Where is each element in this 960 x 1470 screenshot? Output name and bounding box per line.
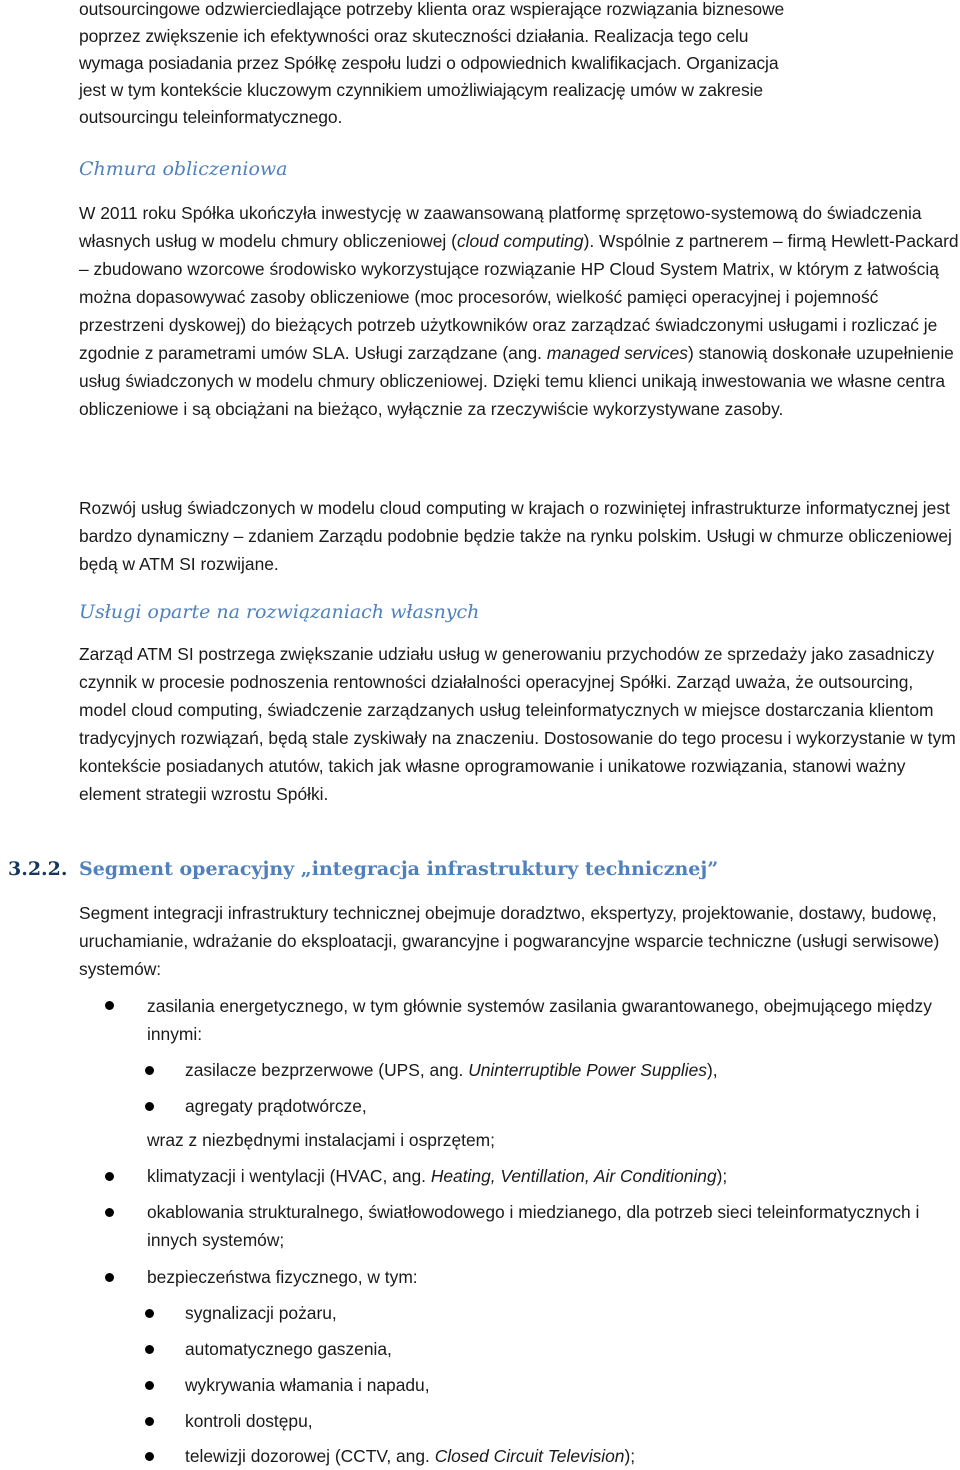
bullet-icon xyxy=(105,1273,114,1282)
list-item-hvac: klimatyzacji i wentylacji (HVAC, ang. Heating, Ventillation, Air Conditioning); xyxy=(147,1166,728,1186)
bullet-icon xyxy=(105,1208,114,1217)
bullet-icon xyxy=(145,1417,154,1426)
list-item-extinguishing: automatycznego gaszenia, xyxy=(185,1339,392,1359)
bullet-icon xyxy=(145,1452,154,1461)
intro-line: poprzez zwiększenie ich efektywności oraz skuteczności działania. Realizacja tego celu xyxy=(79,26,749,46)
bullet-icon xyxy=(145,1381,154,1390)
cloud-paragraph-1: W 2011 roku Spółka ukończyła inwestycję w zaawansowaną platformę sprzętowo-systemową do świadczenia własnych usług w modelu chmury obliczeniowej (cloud computing). Wspólnie z partnerem – firmą Hewlett-Packard – zbudowano wzorcowe środowisko wykorzystujące rozwiązanie HP Cloud System Matrix, w którym z łatwością można dopasowywać zasoby obliczeniowe (moc procesorów, wielkość pamięci operacyjnej i pojemność przestrzeni dyskowej) do bieżących potrzeb użytkowników oraz zarządzać świadczonymi usługami i rozliczać je zgodnie z parametrami umów SLA. Usługi zarządzane (ang. managed services) stanowią doskonałe uzupełnienie usług świadczonych w modelu chmury obliczeniowej. Dzięki temu klienci unikają inwestowania we własne centra obliczeniowe i są obciążani na bieżąco, wyłącznie za rzeczywiście wykorzystywane zasoby. xyxy=(79,203,959,419)
heading-cloud: Chmura obliczeniowa xyxy=(79,158,288,180)
bullet-icon xyxy=(105,1172,114,1181)
list-item-power-continuation: wraz z niezbędnymi instalacjami i osprzętem; xyxy=(147,1130,495,1150)
segment-heading xyxy=(8,858,718,880)
bullet-icon xyxy=(105,1001,114,1010)
list-item-power: zasilania energetycznego, w tym głównie systemów zasilania gwarantowanego, obejmującego między innymi: xyxy=(147,996,932,1044)
heading-own-solutions: Usługi oparte na rozwiązaniach własnych xyxy=(79,601,480,623)
list-item-cabling: okablowania strukturalnego, światłowodowego i miedzianego, dla potrzeb sieci teleinformatycznych i innych systemów; xyxy=(147,1202,920,1250)
list-item-access-control: kontroli dostępu, xyxy=(185,1411,313,1431)
list-item-ups: zasilacze bezprzerwowe (UPS, ang. Uninterruptible Power Supplies), xyxy=(185,1060,718,1080)
cloud-paragraph-2: Rozwój usług świadczonych w modelu cloud computing w krajach o rozwiniętej infrastrukturze informatycznej jest bardzo dynamiczny – zdaniem Zarządu podobnie będzie także na rynku polskim. Usługi w chmurze obliczeniowej będą w ATM SI rozwijane. xyxy=(79,498,952,574)
bullet-icon xyxy=(145,1102,154,1111)
intro-line: outsourcingu teleinformatycznego. xyxy=(79,107,343,127)
segment-intro-paragraph: Segment integracji infrastruktury technicznej obejmuje doradztwo, ekspertyzy, projektowanie, dostawy, budowę, uruchamianie, wdrażanie do eksploatacji, gwarancyjne i pogwarancyjne wsparcie techniczne (usługi serwisowe) systemów: xyxy=(79,903,940,979)
intro-line: outsourcingowe odzwierciedlające potrzeby klienta oraz wspierające rozwiązania biznesowe xyxy=(79,0,785,19)
list-item-intrusion: wykrywania włamania i napadu, xyxy=(185,1375,430,1395)
intro-line: wymaga posiadania przez Spółkę zespołu ludzi o odpowiednich kwalifikacjach. Organizacja xyxy=(79,53,779,73)
intro-paragraph xyxy=(79,0,959,131)
bullet-icon xyxy=(145,1066,154,1075)
bullet-icon xyxy=(145,1345,154,1354)
list-item-cctv: telewizji dozorowej (CCTV, ang. Closed Circuit Television); xyxy=(185,1446,636,1466)
own-solutions-paragraph: Zarząd ATM SI postrzega zwiększanie udziału usług w generowaniu przychodów ze sprzedaży jako zasadniczy czynnik w procesie podnoszenia rentowności działalności operacyjnej Spółki. Zarząd uważa, że outsourcing, model cloud computing, świadczenie zarządzanych usług teleinformatycznych w miejsce dostarczania klientom tradycyjnych rozwiązań, będą stale zyskiwały na znaczeniu. Dostosowanie do tego procesu i wykorzystanie w tym kontekście posiadanych atutów, takich jak własne oprogramowanie i unikatowe rozwiązania, stanowi ważny element strategii wzrostu Spółki. xyxy=(79,644,956,804)
list-item-fire: sygnalizacji pożaru, xyxy=(185,1303,337,1323)
list-item-security: bezpieczeństwa fizycznego, w tym: xyxy=(147,1267,418,1287)
bullet-icon xyxy=(145,1309,154,1318)
section-number: 3.2.2. xyxy=(8,858,68,880)
section-title: Segment operacyjny „integracja infrastruktury technicznej” xyxy=(79,858,719,880)
list-item-generators: agregaty prądotwórcze, xyxy=(185,1096,367,1116)
intro-line: jest w tym kontekście kluczowym czynnikiem umożliwiającym realizację umów w zakresie xyxy=(79,80,764,100)
